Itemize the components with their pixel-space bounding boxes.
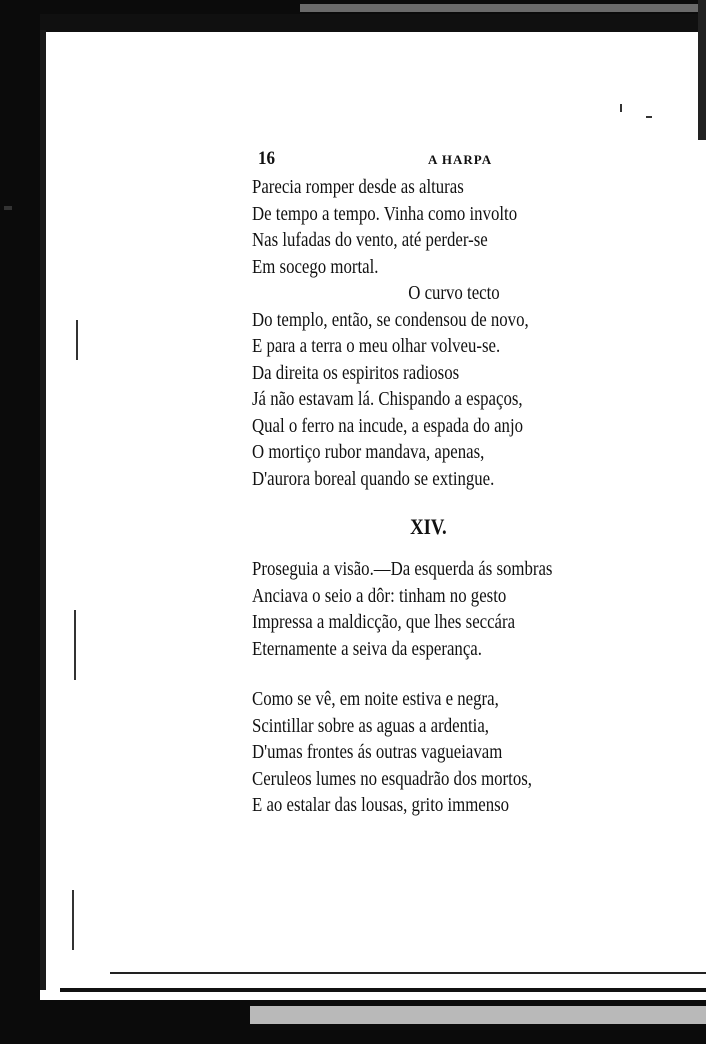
verse-line: Como se vê, em noite estiva e negra, [252,688,499,710]
verse-line: Eternamente a seiva da esperança. [252,637,482,660]
scan-border-left-inner [40,30,46,990]
scan-speck [74,610,76,680]
running-head: A HARPA [428,152,493,167]
scan-speck [620,104,622,112]
verse-line: Proseguia a visão.—Da esquerda ás sombras [252,558,553,580]
scan-speck [646,116,652,118]
page-number: 16 [258,148,276,169]
verse-block-1 [252,174,692,492]
verse-line: Impressa a maldicção, que lhes seccára [252,611,516,633]
scan-border-top-shade [300,4,700,12]
verse-line-indented: O curvo tecto [408,282,500,304]
page-header [252,140,692,174]
page-content [252,140,692,819]
verse-line: D'umas frontes ás outras vagueiavam [252,741,503,763]
verse-line: De tempo a tempo. Vinha como involto [252,202,518,225]
stanza-1 [252,556,692,662]
verse-line: O mortiço rubor mandava, apenas, [252,441,485,463]
scan-speck [76,320,78,360]
verse-line: Ceruleos lumes no esquadrão dos mortos, [252,767,532,790]
verse-line: Do templo, então, se condensou de novo, [252,308,529,331]
scan-speck [4,206,12,210]
verse-line: Em socego mortal. [252,255,379,278]
verse-line: E para a terra o meu olhar volveu-se. [252,335,501,357]
stanza-2 [252,686,692,819]
verse-line: Nas lufadas do vento, até perder-se [252,229,488,251]
stanza-gap [252,662,692,686]
scan-border-top-inner [20,14,706,32]
verse-line: E ao estalar das lousas, grito immenso [252,794,510,816]
verse-line: Anciava o seio a dôr: tinham no gesto [252,584,507,607]
scan-border-right [698,0,706,140]
scan-border-left [0,0,40,1044]
verse-line: Qual o ferro na incude, a espada do anjo [252,414,524,437]
verse-line: D'aurora boreal quando se extingue. [252,467,495,490]
verse-line: Já não estavam lá. Chispando a espaços, [252,388,523,410]
scan-rule-bottom [110,972,706,974]
scan-rule-bottom-thick [60,988,706,992]
section-heading: XIV. [410,514,447,539]
verse-line: Da direita os espiritos radiosos [252,361,460,384]
verse-line: Parecia romper desde as alturas [252,176,464,198]
verse-line: Scintillar sobre as aguas a ardentia, [252,714,489,737]
scan-border-bottom-shade [250,1006,706,1024]
scan-speck [72,890,74,950]
